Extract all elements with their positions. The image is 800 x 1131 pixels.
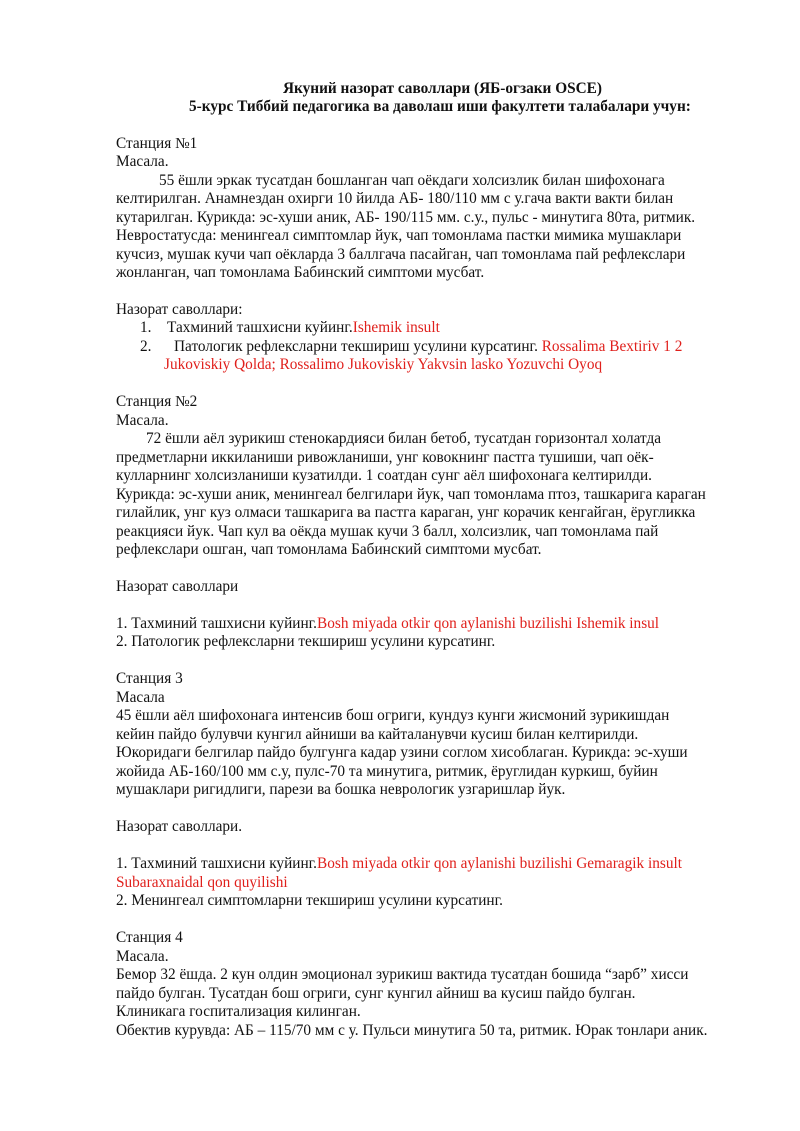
station2-text-line: 72 ёшли аёл зурикиш стенокардияси билан бетоб, тусатдан горизонтал холатда: [146, 430, 662, 447]
station2-text-line: кулларнинг холсизланиши кузатилди. 1 соатдан сунг аёл шифохонага келтирилди.: [116, 467, 652, 484]
station4-text-line: пайдо булган. Тусатдан бош огриги, сунг кунгил айниш ва кусиш пайдо булган.: [116, 985, 636, 1002]
station1-q2-answer: Rossalima Bextiriv 1 2: [541, 338, 683, 355]
document-title: Якуний назорат саволлари (ЯБ-огзаки OSCE): [283, 80, 602, 97]
station2-q1: [116, 615, 659, 634]
station3-text-line: жойида АБ-160/100 мм с.у, пулс-70 та минутига, ритмик, ёруглидан куркиш, буйин: [116, 763, 658, 780]
station4-text-line: Обектив курувда: АБ – 115/70 мм с у. Пульси минутига 50 та, ритмик. Юрак тонлари аник.: [116, 1022, 708, 1039]
station1-q2: [174, 338, 682, 357]
station4-heading: Станция 4: [116, 929, 183, 946]
station2-questions-heading: Назорат саволлари: [116, 578, 239, 595]
station1-q1: [167, 319, 440, 338]
station3-task-label: Масала: [116, 689, 165, 706]
station2-q2: 2. Патологик рефлексларни текшириш усулини курсатинг.: [116, 633, 496, 650]
station2-text-line: рефлекслари ошган, чап томонлама Бабинский симптоми мусбат.: [116, 541, 542, 558]
station1-q2-text: Патологик рефлексларни текшириш усулини курсатинг.: [174, 338, 542, 355]
station3-q1-answer: Bosh miyada otkir qon aylanishi buzilishi Gemaragik insult: [317, 855, 682, 872]
station1-text-line: кучсиз, мушак кучи чап оёкларда 3 баллгача пасайган, чап томонлама пай рефлекслари: [116, 246, 686, 263]
station1-q1-answer: Ishemik insult: [352, 319, 440, 336]
station1-heading: Станция №1: [116, 135, 198, 152]
station1-task-label: Масала.: [116, 153, 169, 170]
station2-task-label: Масала.: [116, 412, 169, 429]
station3-q2: 2. Менингеал симптомларни текшириш усулини курсатинг.: [116, 892, 503, 909]
station2-text-line: реакцияси йук. Чап кул ва оёкда мушак кучи 3 балл, холсизлик, чап томонлама пай: [116, 523, 659, 540]
station2-q1-text: 1. Тахминий ташхисни куйинг.: [116, 615, 318, 632]
station1-q2-number: 2.: [140, 338, 152, 355]
station3-text-line: 45 ёшли аёл шифохонага интенсив бош огриги, кундуз кунги жисмоний зурикишдан: [116, 707, 670, 724]
station4-task-label: Масала.: [116, 948, 169, 965]
station3-text-line: мушаклари ригидлиги, парези ва бошка неврологик узгаришлар йук.: [116, 781, 566, 798]
station1-text-line: жонланган, чап томонлама Бабинский симптоми мусбат.: [116, 264, 485, 281]
station1-text-line: 55 ёшли эркак тусатдан бошланган чап оёкдаги холсизлик билан шифохонага: [159, 172, 665, 189]
station2-text-line: предметларни иккиланиши ривожланиши, унг ковокнинг пастга тушиши, чап оёк-: [116, 449, 654, 466]
station3-text-line: кейин пайдо булувчи кунгил айниши ва кайталанувчи кусиш билан келтирилди.: [116, 726, 639, 743]
station2-q1-answer: Bosh miyada otkir qon aylanishi buzilishi Ishemik insul: [317, 615, 660, 632]
station3-text-line: Юкоридаги белгилар пайдо булгунга кадар узини соглом хисоблаган. Курикда: эс-хуши: [116, 744, 688, 761]
station2-text-line: Курикда: эс-хуши аник, менингеал белгилари йук, чап томонлама птоз, ташкарига караган: [116, 486, 706, 503]
station3-q1-answer-cont: Subaraxnaidal qon quyilishi: [116, 874, 288, 891]
station1-q1-number: 1.: [140, 319, 152, 336]
station1-questions-heading: Назорат саволлари:: [116, 301, 243, 318]
station3-q1-text: 1. Тахминий ташхисни куйинг.: [116, 855, 318, 872]
station1-text-line: кутарилган. Курикда: эс-хуши аник, АБ- 190/115 мм. с.у., пульс - минутига 80та, ритмик.: [116, 209, 696, 226]
station3-heading: Станция 3: [116, 670, 183, 687]
document-subtitle: 5-курс Тиббий педагогика ва даволаш иши факултети талабалари учун:: [189, 98, 691, 115]
station1-q2-answer-cont: Jukoviskiy Qolda; Rossalimo Jukoviskiy Yakvsin lasko Yozuvchi Oyoq: [164, 356, 603, 373]
station4-text-line: Клиникага госпитализация килинган.: [116, 1003, 361, 1020]
station1-q1-text: Тахминий ташхисни куйинг.: [167, 319, 353, 336]
station1-text-line: келтирилган. Анамнездан охирги 10 йилда АБ- 180/110 мм с у.гача вакти вакти билан: [116, 190, 674, 207]
station4-text-line: Бемор 32 ёшда. 2 кун олдин эмоционал зурикиш вактида тусатдан бошида “зарб” хисси: [116, 966, 689, 983]
station2-heading: Станция №2: [116, 393, 198, 410]
station1-text-line: Невростатусда: менингеал симптомлар йук, чап томонлама пастки мимика мушаклари: [116, 227, 682, 244]
station3-q1: [116, 855, 682, 874]
station3-questions-heading: Назорат саволлари.: [116, 818, 243, 835]
station2-text-line: гилайлик, унг куз олмаси ташкарига ва пастга караган, унг корачик кенгайган, ёругликка: [116, 504, 696, 521]
